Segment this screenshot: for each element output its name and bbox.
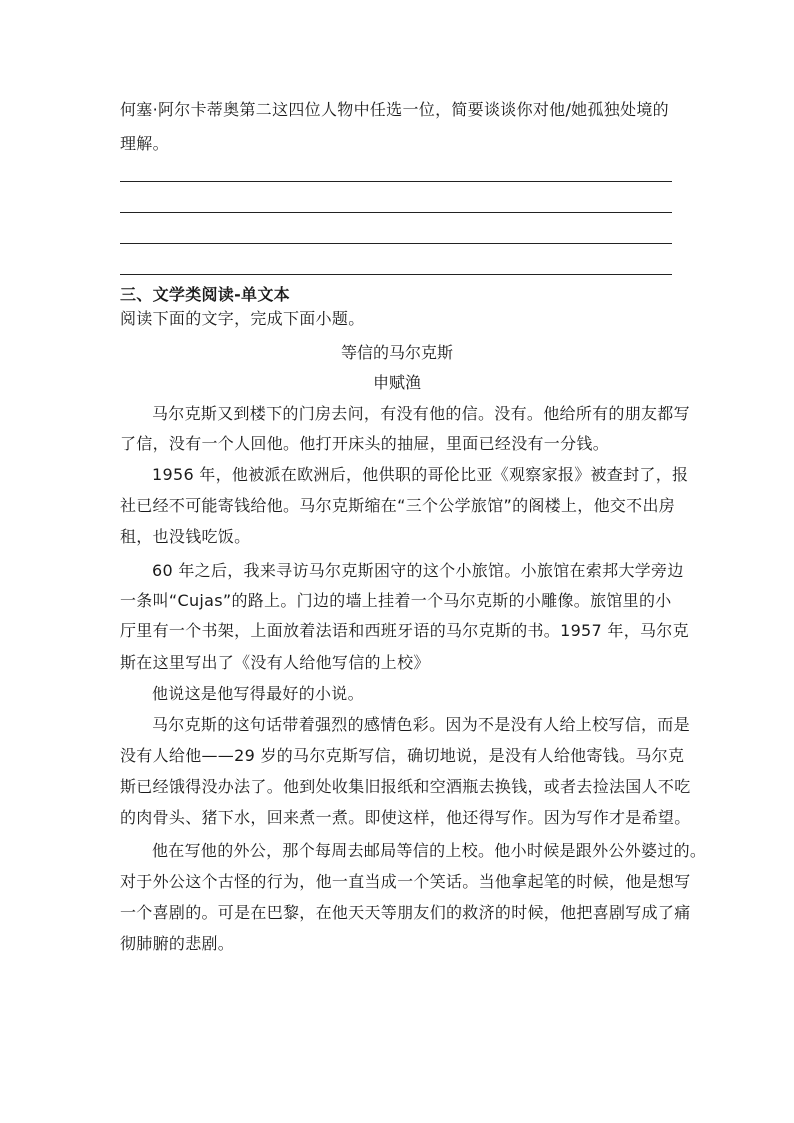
paragraph-line: 社已经不可能寄钱给他。马尔克斯缩在“三个公学旅馆”的阁楼上，他交不出房 [120, 496, 676, 515]
answer-line-4[interactable] [120, 274, 672, 275]
paragraph-line: 1956 年，他被派在欧洲后，他供职的哥伦比亚《观察家报》被查封了，报 [152, 465, 689, 484]
paragraph-line: 马尔克斯的这句话带着强烈的感情色彩。因为不是没有人给上校写信，而是 [152, 715, 690, 734]
paragraph-line: 马尔克斯又到楼下的门房去问，有没有他的信。没有。他给所有的朋友都写 [152, 404, 690, 423]
paragraph-line: 没有人给他——29 岁的马尔克斯写信，确切地说，是没有人给他寄钱。马尔克 [120, 746, 685, 765]
paragraph-line: 的肉骨头、猪下水，回来煮一煮。即使这样，他还得写作。因为写作才是希望。 [120, 808, 691, 827]
paragraph-line: 一条叫“Cujas”的路上。门边的墙上挂着一个马尔克斯的小雕像。旅馆里的小 [120, 591, 672, 610]
section-heading: 三、文学类阅读-单文本 [120, 285, 290, 304]
answer-line-1[interactable] [120, 181, 672, 182]
paragraph-line: 厅里有一个书架，上面放着法语和西班牙语的马尔克斯的书。1957 年，马尔克 [120, 621, 689, 640]
paragraph-line: 了信，没有一个人回他。他打开床头的抽屉，里面已经没有一分钱。 [120, 434, 610, 453]
paragraph-line: 他在写他的外公，那个每周去邮局等信的上校。他小时候是跟外公外婆过的。 [152, 841, 707, 860]
section-instruction: 阅读下面的文字，完成下面小题。 [120, 309, 365, 328]
question-text-line-1: 何塞·阿尔卡蒂奥第二这四位人物中任选一位，简要谈谈你对他/她孤独处境的 [120, 100, 669, 119]
paragraph-line: 60 年之后，我来寻访马尔克斯困守的这个小旅馆。小旅馆在索邦大学旁边 [152, 561, 684, 580]
paragraph-line: 对于外公这个古怪的行为，他一直当成一个笑话。当他拿起笔的时候，他是想写 [120, 872, 691, 891]
article-title: 等信的马尔克斯 [340, 343, 453, 362]
article-author: 申赋渔 [372, 373, 421, 392]
paragraph-line: 斯已经饿得没办法了。他到处收集旧报纸和空酒瓶去换钱，或者去捡法国人不吃 [120, 777, 691, 796]
paragraph-line: 彻肺腑的悲剧。 [120, 934, 235, 953]
answer-line-3[interactable] [120, 243, 672, 244]
paragraph-line: 他说这是他写得最好的小说。 [152, 684, 364, 703]
answer-line-2[interactable] [120, 212, 672, 213]
paragraph-line: 一个喜剧的。可是在巴黎，在他天天等朋友们的救济的时候，他把喜剧写成了痛 [120, 903, 691, 922]
paragraph-line: 租，也没钱吃饭。 [120, 527, 251, 546]
question-text-line-2: 理解。 [120, 134, 169, 153]
paragraph-line: 斯在这里写出了《没有人给他写信的上校》 [120, 653, 430, 672]
